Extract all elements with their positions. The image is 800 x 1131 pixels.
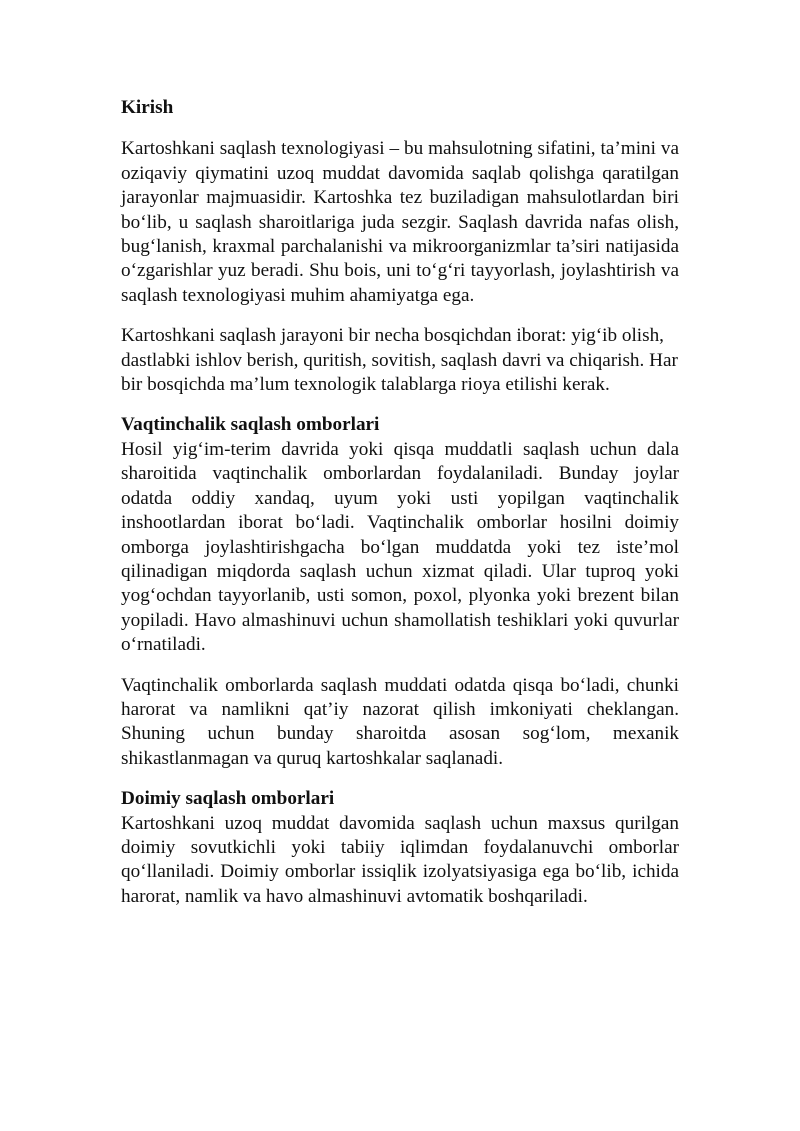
section-heading-permanent-storage: Doimiy saqlash omborlari [121,788,335,810]
section-heading-temporary-storage: Vaqtinchalik saqlash omborlari [121,414,380,436]
temporary-storage-paragraph-2: Vaqtinchalik omborlarda saqlash muddati odatda qisqa bo‘ladi, chunki harorat va namlikni qat’iy nazorat qilish imkoniyati cheklangan. Shuning uchun bunday sharoitda asosan sog‘lom, mexanik shikastlanmagan va quruq kartoshkalar saqlanadi. [121,674,679,769]
temporary-storage-paragraph-1: Hosil yig‘im-terim davrida yoki qisqa muddatli saqlash uchun dala sharoitida vaqtinchalik omborlardan foydalaniladi. Bunday joylar odatda oddiy xandaq, uyum yoki usti yopilgan vaqtinchalik inshootlardan iborat bo‘ladi. Vaqtinchalik omborlar hosilni doimiy omborga joylashtirishgacha bo‘lgan muddatda yoki tez iste’mol qilinadigan miqdorda saqlash uchun xizmat qiladi. Ular tuproq yoki yog‘ochdan tayyorlanib, usti somon, poxol, plyonka yoki brezent bilan yopiladi. Havo almashinuvi uchun shamollatish teshiklari yoki quvurlar o‘rnatiladi. [121,438,679,656]
section-heading-intro: Kirish [121,97,174,118]
intro-paragraph-1: Kartoshkani saqlash texnologiyasi – bu mahsulotning sifatini, ta’mini va oziqaviy qiymatini uzoq muddat davomida saqlab qolishga qaratilgan jarayonlar majmuasidir. Kartoshka tez buziladigan mahsulotlardan biri bo‘lib, u saqlash sharoitlariga juda sezgir. Saqlash davrida nafas olish, bug‘lanish, kraxmal parchalanishi va mikroorganizmlar ta’siri natijasida o‘zgarishlar yuz beradi. Shu bois, uni to‘g‘ri tayyorlash, joylashtirish va saqlash texnologiyasi muhim ahamiyatga ega. [121,138,679,306]
intro-paragraph-2: Kartoshkani saqlash jarayoni bir necha bosqichdan iborat: yig‘ib olish, dastlabki ishlov berish, quritish, sovitish, saqlash davri va chiqarish. Har bir bosqichda ma’lum texnologik talablarga rioya etilishi kerak. [121,325,678,396]
permanent-storage-paragraph-1: Kartoshkani uzoq muddat davomida saqlash uchun maxsus qurilgan doimiy sovutkichli yoki tabiiy iqlimdan foydalanuvchi omborlar qo‘llaniladi. Doimiy omborlar issiqlik izolyatsiyasiga ega bo‘lib, ichida harorat, namlik va havo almashinuvi avtomatik boshqariladi. [121,812,679,907]
document-page [121,96,679,909]
